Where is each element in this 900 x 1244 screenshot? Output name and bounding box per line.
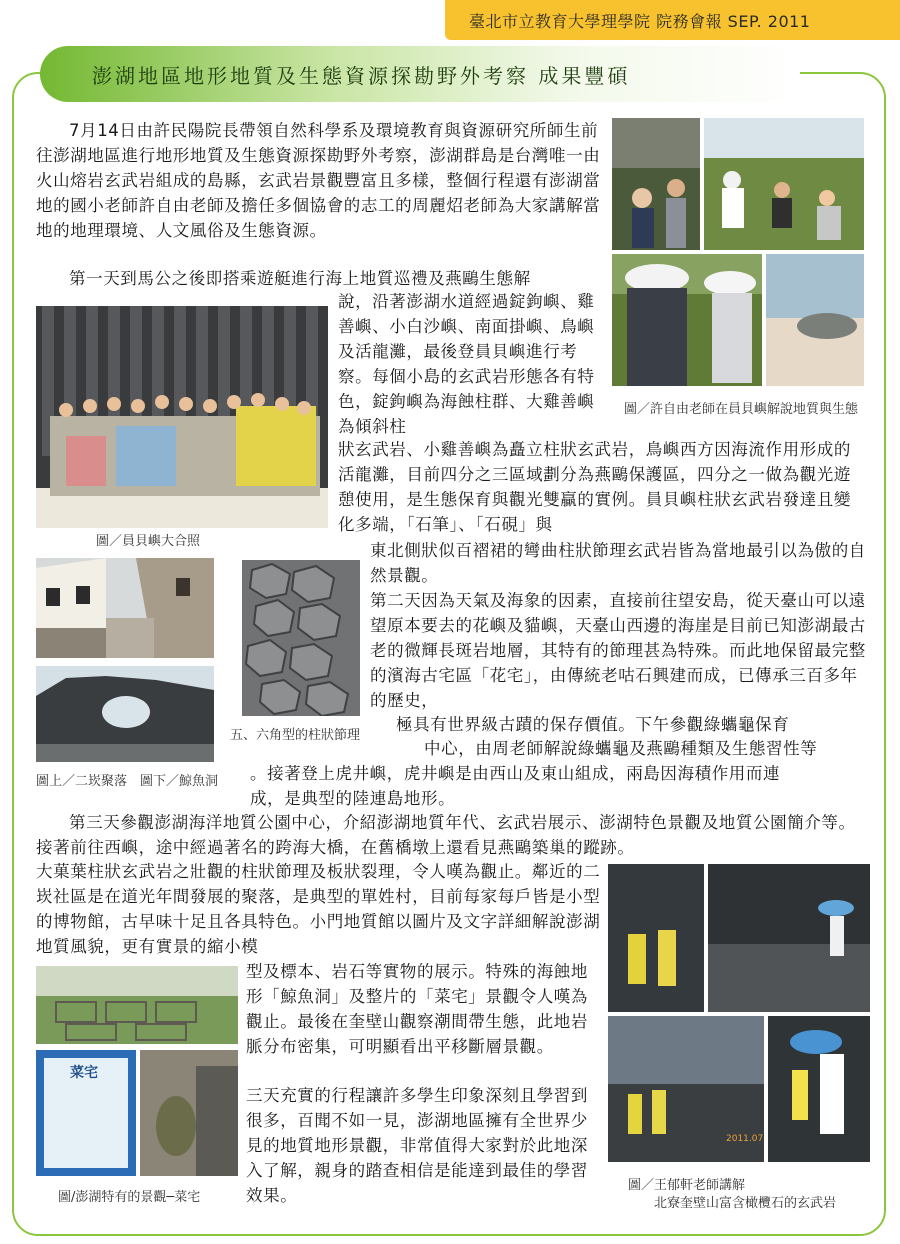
paragraph-day2-d <box>250 761 870 786</box>
day2-b-text: 極具有世界級古蹟的保存價值。下午參觀綠蠵龜保育 <box>396 715 790 734</box>
day2-c-text: 中心，由周老師解說綠蠵龜及燕鷗種類及生態習性等 <box>424 739 818 758</box>
day1-tail-text: 東北側狀似百褶裙的彎曲柱狀節理玄武岩皆為當地最引以為傲的自然景觀。 <box>370 541 866 585</box>
day1-side-text: 說，沿著澎湖水道經過錠鉤嶼、雞善嶼、小白沙嶼、南面掛嶼、鳥嶼及活龍灘，最後登員貝嶼進行考察。每個小島的玄武岩形態各有特色，錠鉤嶼為海蝕柱群、大雞善嶼為傾斜柱 <box>338 292 595 436</box>
paragraph-day1-tail <box>370 538 868 588</box>
day2-text: 第二天因為天氣及海象的因素，直接前往望安島，從天臺山可以遠望原本要去的花嶼及貓嶼，天臺山西邊的海崖是目前已知澎湖最古老的微輝長斑岩地層，其特有的節理甚為特殊。而此地保留最完整的濱海古宅區「花宅」，由傳統老咕石興建而成，已傳承三百多年的歷史， <box>370 591 866 710</box>
paragraph-day1-side <box>338 289 602 439</box>
title-banner <box>40 46 800 102</box>
newsletter-title: 臺北市立教育大學理學院 院務會報 SEP. 2011 <box>469 12 811 31</box>
caption-wang-line1: 圖／王郁軒老師講解 <box>628 1178 746 1193</box>
day3-a-text: 大菓葉柱狀玄武岩之壯觀的柱狀節理及板狀裂理，令人嘆為觀止。鄰近的二崁社區是在道光年間發展的聚落，是典型的單姓村，目前每家每戶皆是小型的博物館，古早味十足且各具特色。小門地質館以圖片及文字詳細解說澎湖地質風貌，更有實景的縮小模 <box>36 862 601 956</box>
caption-teacher: 圖／許自由老師在員貝嶼解說地質與生態 <box>624 402 859 417</box>
paragraph-day2-e <box>250 786 870 811</box>
day2-d-text: 。接著登上虎井嶼，虎井嶼是由西山及東山組成，兩島因海積作用而連 <box>250 764 781 783</box>
caption-wang-line2: 北寮奎壁山富含橄欖石的玄武岩 <box>654 1196 837 1211</box>
day3-b-text: 型及標本、岩石等實物的展示。特殊的海蝕地形「鯨魚洞」及整片的「菜宅」景觀令人嘆為觀止。最後在奎壁山觀察潮間帶生態，此地岩脈分布密集，可明顯看出平移斷層景觀。 <box>246 962 588 1056</box>
day1-wide-text: 狀玄武岩、小雞善嶼為矗立柱狀玄武岩，鳥嶼西方因海流作用形成的活龍灘，目前四分之三區域劃分為燕鷗保護區，四分之一做為觀光遊憩使用，是生態保育與觀光雙贏的實例。員貝嶼柱狀玄武岩發達且變化多端，「石筆」、「石硯」與 <box>338 440 851 534</box>
paragraph-conclusion <box>246 1083 602 1208</box>
caption-caizhai: 圖/澎湖特有的景觀─菜宅 <box>58 1190 201 1205</box>
caizhai-photo <box>36 966 238 1176</box>
wang-explaining-photo <box>608 864 870 1162</box>
group-photo <box>36 306 328 528</box>
paragraph-day1-lead <box>36 266 602 291</box>
columnar-joint-photo <box>242 560 360 716</box>
paragraph-day2-b <box>396 712 868 737</box>
paragraph-day1-wide <box>338 437 868 537</box>
newsletter-header <box>445 0 900 40</box>
photo-date-stamp: 2011.07 <box>726 1134 764 1144</box>
day3-wide-text: 第三天參觀澎湖海洋地質公園中心，介紹澎湖地質年代、玄武岩展示、澎湖特色景觀及地質公園簡介等。接著前往西嶼，途中經過著名的跨海大橋，在舊橋墩上還看見燕鷗築巢的蹤跡。 <box>36 813 856 857</box>
article-title: 澎湖地區地形地質及生態資源探勘野外考察 成果豐碩 <box>92 64 631 88</box>
paragraph-day3-a <box>36 859 602 959</box>
day1-lead-text: 第一天到馬公之後即搭乘遊艇進行海上地質巡禮及燕鷗生態解 <box>69 269 531 288</box>
caption-columnar: 五、六角型的柱狀節理 <box>230 728 361 743</box>
day2-e-text: 成，是典型的陸連島地形。 <box>250 789 456 808</box>
caption-group: 圖／員貝嶼大合照 <box>96 534 201 549</box>
whale-cave-photo <box>36 666 214 762</box>
paragraph-day2 <box>370 588 868 713</box>
paragraph-day2-c <box>424 736 868 761</box>
sign-title: 菜宅 <box>70 1065 98 1081</box>
conclusion-text: 三天充實的行程讓許多學生印象深刻且學習到很多，百聞不如一見，澎湖地區擁有全世界少見的地質地形景觀，非常值得大家對於此地深入了解，親身的踏查相信是能達到最佳的學習效果。 <box>246 1086 588 1205</box>
teacher-explaining-photo <box>612 118 864 386</box>
intro-text: 7月14日由許民陽院長帶領自然科學系及環境教育與資源研究所師生前往澎湖地區進行地形地質及生態資源探勘野外考察，澎湖群島是台灣唯一由火山熔岩玄武岩組成的島縣，玄武岩景觀豐富且多樣，整個行程還有澎湖當地的國小老師許自由老師及擔任多個協會的志工的周麗炤老師為大家講解當地的地理環境、人文風俗及生態資源。 <box>36 121 601 240</box>
paragraph-day3-wide <box>36 810 868 860</box>
paragraph-intro <box>36 118 602 243</box>
caption-village-cave: 圖上／二崁聚落 圖下／鯨魚洞 <box>36 774 219 789</box>
village-photo <box>36 558 214 658</box>
paragraph-day3-b <box>246 959 602 1059</box>
